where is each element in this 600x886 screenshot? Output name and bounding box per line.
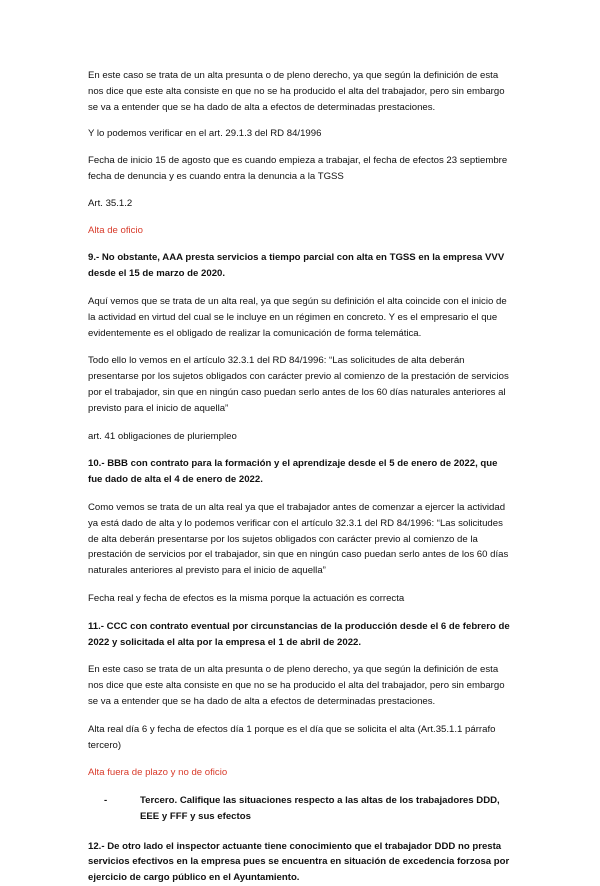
- case-9-heading: 9.- No obstante, AAA presta servicios a tiempo parcial con alta en TGSS en la empresa VVV desde el 15 de marzo de 2020.: [88, 252, 505, 280]
- paragraph-articulo-32: Todo ello lo vemos en el artículo 32.3.1 del RD 84/1996: “Las solicitudes de alta deberán presentarse por los sujetos obligados con carácter previo al comienzo de la prestación de servicios por el trabajador, sin que en ningún caso puedan serlo antes de los 60 días naturales anteriores al previsto para el inicio de aquella”: [88, 355, 509, 414]
- paragraph-art-41: art. 41 obligaciones de pluriempleo: [88, 430, 237, 442]
- paragraph-presunta-intro: En este caso se trata de un alta presunta o de pleno derecho, ya que según la definición de esta nos dice que este alta consiste en que no se ha producido el alta del trabajador, pero sin embargo se va a entender que se ha dado de alta a efectos de determinadas prestaciones.: [88, 70, 505, 113]
- paragraph-fecha-real: Fecha real y fecha de efectos es la misma porque la actuación es correcta: [88, 592, 405, 604]
- paragraph-alta-real-dia-6: Alta real día 6 y fecha de efectos día 1 porque es el día que se solicita el alta (Art.35.1.1 párrafo tercero): [88, 723, 496, 751]
- bullet-marker: -: [104, 795, 108, 807]
- bullet-text: Tercero. Califique las situaciones respecto a las altas de los trabajadores DDD, EEE y FFF y sus efectos: [140, 795, 500, 822]
- heading-alta-de-oficio: Alta de oficio: [88, 224, 143, 236]
- heading-alta-fuera-de-plazo: Alta fuera de plazo y no de oficio: [88, 767, 228, 779]
- paragraph-presunta-ccc: En este caso se trata de un alta presunta o de pleno derecho, ya que según la definición de esta nos dice que este alta consiste en que no se ha producido el alta del trabajador, pero sin embargo se va a entender que se ha dado de alta a efectos de determinadas prestaciones.: [88, 664, 505, 707]
- paragraph-alta-real: Aquí vemos que se trata de un alta real, ya que según su definición el alta coincide con el inicio de la actividad en virtud del cual se le incluye en un régimen en concreto. Y es el empresario el que evidentemente es el obligado de realizar la comunicación de forma telemática.: [88, 295, 507, 339]
- case-12-heading: 12.- De otro lado el inspector actuante tiene conocimiento que el trabajador DDD no presta servicios efectivos en la empresa pues se encuentra en situación de excedencia forzosa por ejercicio de cargo público en el Ayuntamiento.: [88, 840, 510, 884]
- paragraph-art-35: Art. 35.1.2: [88, 197, 133, 209]
- paragraph-alta-real-bbb: Como vemos se trata de un alta real ya que el trabajador antes de comenzar a ejercer la actividad ya está dado de alta y lo podemos verificar con el artículo 32.3.1 del RD 84/1996: “Las solicitudes de alta deberán presentarse por los sujetos obligados con carácter previo al comienzo de la prestación de servicios por el trabajador, sin que en ningún caso puedan serlo antes de los 60 días naturales anteriores al previsto para el inicio de aquella”: [88, 501, 509, 577]
- case-10-heading: 10.- BBB con contrato para la formación y el aprendizaje desde el 5 de enero de 2022, que fue dado de alta el 4 de enero de 2022.: [88, 458, 498, 486]
- case-11-heading: 11.- CCC con contrato eventual por circunstancias de la producción desde el 6 de febrero de 2022 y solicitada el alta por la empresa el 1 de abril de 2022.: [88, 620, 510, 648]
- paragraph-fecha-inicio: Fecha de inicio 15 de agosto que es cuando empieza a trabajar, el fecha de efectos 23 septiembre fecha de denuncia y es cuando entra la denuncia a la TGSS: [88, 155, 508, 182]
- bullet-item-tercero: [88, 793, 512, 825]
- paragraph-art-29: Y lo podemos verificar en el art. 29.1.3 del RD 84/1996: [88, 128, 322, 140]
